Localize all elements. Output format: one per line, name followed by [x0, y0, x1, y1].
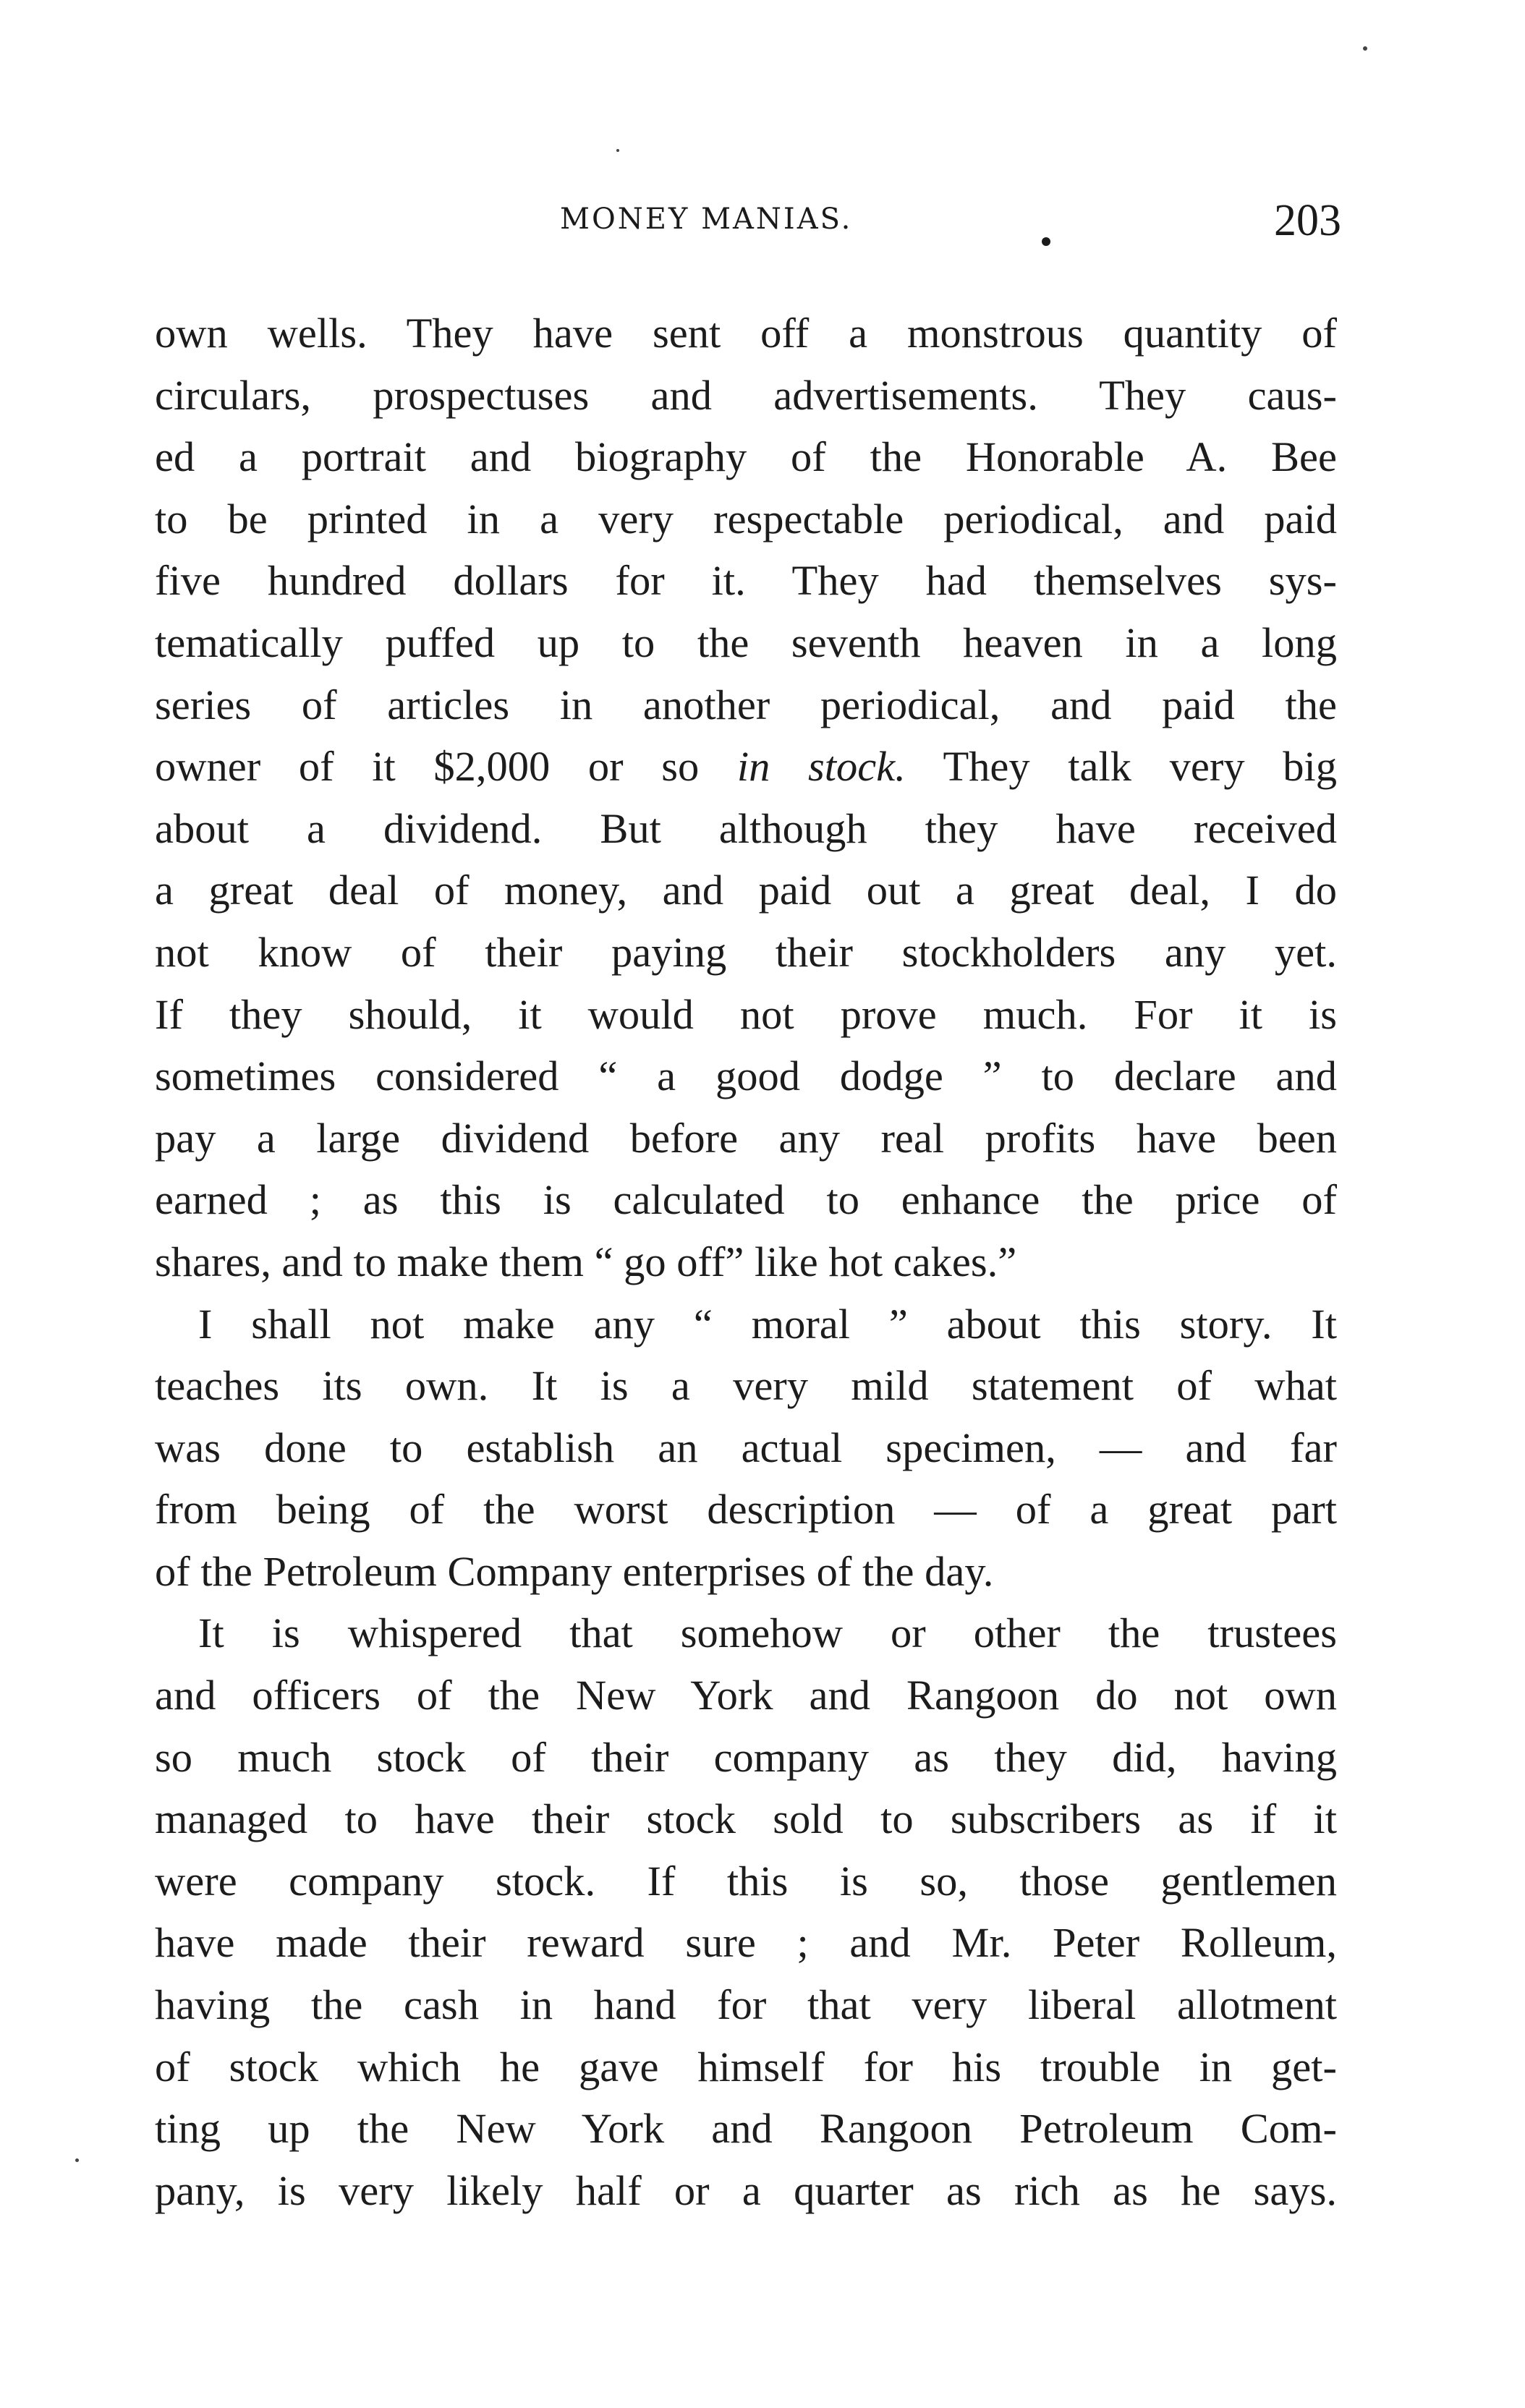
text-line: about a dividend. But although they have received [155, 804, 1337, 852]
ink-speck [75, 2158, 79, 2162]
text-line: was done to establish an actual specimen, — and far [155, 1424, 1337, 1471]
page-number: 203 [1274, 196, 1341, 245]
text-line: pay a large dividend before any real profits have been [155, 1114, 1337, 1162]
text-segment: owner of it $2,000 or so [155, 743, 737, 791]
running-head [155, 195, 1341, 253]
text-line: shares, and to make them “ go off” like hot cakes.” [155, 1238, 1017, 1285]
text-line: own wells. They have sent off a monstrous quantity of [155, 310, 1337, 357]
paragraph [155, 1293, 1337, 1603]
text-line: five hundred dollars for it. They had themselves sys- [155, 557, 1337, 605]
head-dot-ornament [1042, 237, 1050, 246]
text-line: so much stock of their company as they did, having [155, 1733, 1337, 1781]
text-line: series of articles in another periodical, and paid the [155, 681, 1337, 728]
text-line: were company stock. If this is so, those gentlemen [155, 1857, 1337, 1905]
text-line: If they should, it would not prove much. For it is [155, 990, 1337, 1038]
ink-speck [616, 149, 619, 152]
text-line: managed to have their stock sold to subscribers as if it [155, 1795, 1337, 1843]
text-line: I shall not make any “ moral ” about this story. It [198, 1300, 1337, 1348]
text-line: and officers of the New York and Rangoon do not own [155, 1672, 1337, 1719]
text-line [155, 736, 1337, 798]
text-line: a great deal of money, and paid out a great deal, I do [155, 867, 1337, 914]
paragraph [155, 1602, 1337, 2221]
text-line: ting up the New York and Rangoon Petroleum Com- [155, 2105, 1337, 2153]
text-line: from being of the worst description — of a great part [155, 1486, 1337, 1533]
text-line: to be printed in a very respectable periodical, and paid [155, 495, 1337, 543]
text-line: teaches its own. It is a very mild statement of what [155, 1362, 1337, 1410]
text-line: earned ; as this is calculated to enhance the price of [155, 1176, 1337, 1224]
text-line: have made their reward sure ; and Mr. Peter Rolleum, [155, 1919, 1337, 1967]
body-text [155, 302, 1337, 2221]
text-line: pany, is very likely half or a quarter as rich as he says. [155, 2166, 1337, 2214]
text-line: tematically puffed up to the seventh heaven in a long [155, 618, 1337, 666]
text-line: having the cash in hand for that very liberal allotment [155, 1981, 1337, 2029]
text-line: of stock which he gave himself for his trouble in get- [155, 2043, 1337, 2090]
running-title: MONEY MANIAS. [560, 203, 853, 236]
text-line: not know of their paying their stockholders any yet. [155, 928, 1337, 976]
text-line: It is whispered that somehow or other the trustees [198, 1609, 1337, 1657]
text-line: of the Petroleum Company enterprises of the day. [155, 1547, 994, 1595]
italic-text: in stock. [736, 743, 906, 791]
text-line: circulars, prospectuses and advertisements. They caus- [155, 371, 1337, 419]
ink-speck [1363, 46, 1367, 51]
paragraph [155, 302, 1337, 1293]
text-line: sometimes considered “ a good dodge ” to declare and [155, 1052, 1337, 1100]
text-segment: They talk very big [905, 743, 1337, 791]
text-line: ed a portrait and biography of the Honorable A. Bee [155, 433, 1337, 481]
